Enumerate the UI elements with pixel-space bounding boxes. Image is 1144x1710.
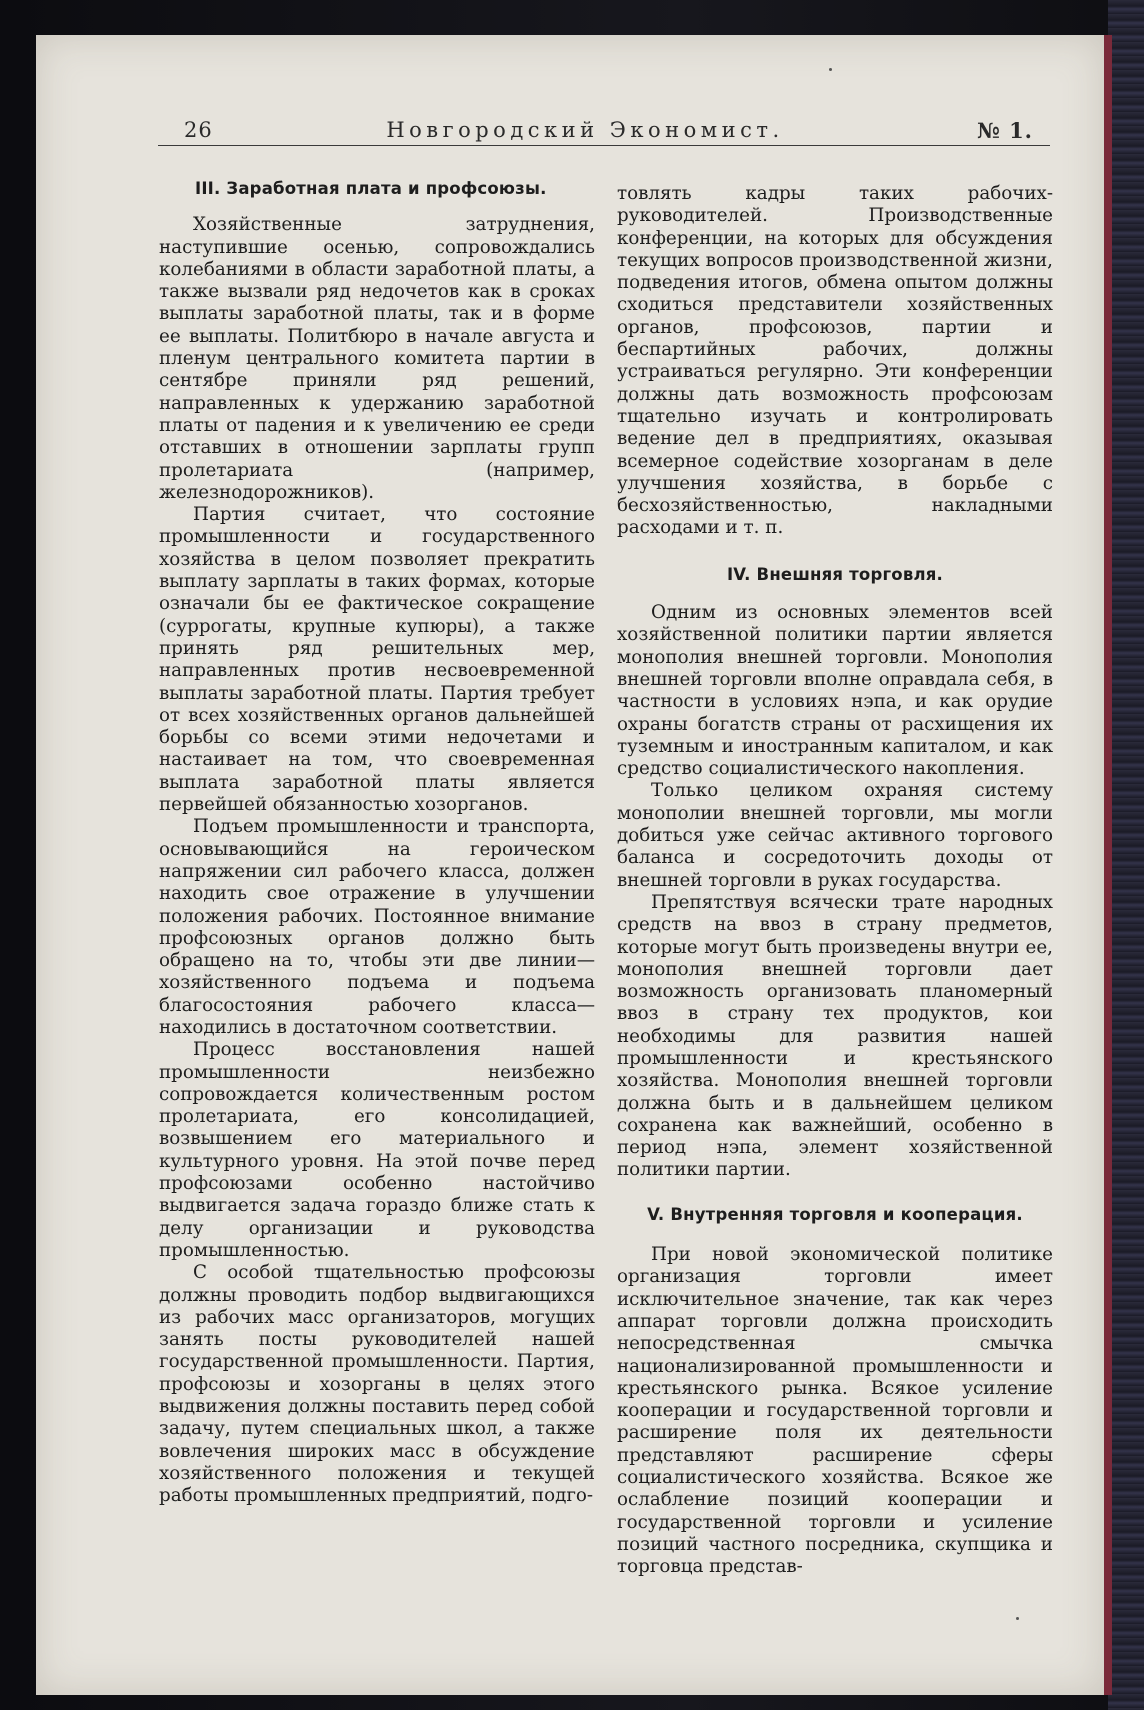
- right-column: [617, 183, 1053, 1579]
- left-column: [159, 178, 595, 1508]
- paper-speck: [1016, 1617, 1019, 1620]
- paper-speck: [829, 68, 832, 71]
- paragraph: При новой экономической политике организация торговли имеет исключительное значение, так как через аппарат торговли должна происходить непосредственная смычка национализированной промышленности и крестьянского рынка. Всякое усиление кооперации и государственной торговли и расширение поля их деятельности представляют расширение сферы социалистического хозяйства. Всякое же ослабление позиций кооперации и государственной торговли и усиление позиций частного посредника, скупщика и торговца представ-: [617, 1244, 1053, 1578]
- binding-edge: [1108, 0, 1144, 1710]
- page-number: 26: [184, 118, 213, 142]
- paragraph: С особой тщательностью профсоюзы должны проводить подбор выдвигающихся из рабочих масс организаторов, могущих занять посты руководителей нашей государственной промышленности. Партия, профсоюзы и хозорганы в целях этого выдвижения должны поставить перед собой задачу, путем специальных школ, а также вовлечения широких масс в обсуждение хозяйственного положения и текущей работы промышленных предприятий, подго-: [159, 1262, 595, 1507]
- paragraph: Хозяйственные затруднения, наступившие осенью, сопровождались колебаниями в области заработной платы, а также вызвали ряд недочетов как в сроках выплаты заработной платы, так и в форме ее выплаты. Политбюро в начале августа и пленум центрального комитета партии в сентябре приняли ряд решений, направленных к удержанию заработной платы от падения и к увеличению ее среди отставших в отношении зарплаты групп пролетариата (например, железнодорожников).: [159, 214, 595, 503]
- journal-title: Новгородский Экономист.: [386, 118, 784, 142]
- paragraph: Процесс восстановления нашей промышленности неизбежно сопровождается количественным ростом пролетариата, его консолидацией, возвышением его материального и культурного уровня. На этой почве перед профсоюзами особенно настойчиво выдвигается задача гораздо ближе стать к делу организации и руководства промышленностью.: [159, 1039, 595, 1261]
- paragraph: Препятствуя всячески трате народных средств на ввоз в страну предметов, которые могут быть произведены внутри ее, монополия внешней торговли дает возможность организовать планомерный ввоз в страну тех продуктов, кои необходимы для развития нашей промышленности и крестьянского хозяйства. Монополия внешней торговли должна быть и в дальнейшем целиком сохранена как важнейший, особенно в период нэпа, элемент хозяйственной политики партии.: [617, 891, 1053, 1181]
- paragraph: Только целиком охраняя систему монополии внешней торговли, мы могли добиться уже сейчас активного торгового баланса и сосредоточить доходы от внешней торговли в руках государства.: [617, 780, 1053, 891]
- paragraph: Партия считает, что состояние промышленности и государственного хозяйства в целом позволяет прекратить выплату зарплаты в таких формах, которые означали бы ее фактическое сокращение (суррогаты, крупные купюры), а также принять ряд решительных мер, направленных против несвоевременной выплаты заработной платы. Партия требует от всех хозяйственных органов дальнейшей борьбы со всеми этими недочетами и настаивает на том, что своевременная выплата заработной платы является первейшей обязанностью хозорганов.: [159, 504, 595, 816]
- header-rule: [158, 145, 1050, 146]
- running-header: [120, 88, 1050, 144]
- issue-number: № 1.: [976, 118, 1033, 143]
- page-spine: [1104, 35, 1112, 1695]
- section-heading-3: III. Заработная плата и профсоюзы.: [195, 179, 547, 198]
- section-heading-5: V. Внутренняя торговля и кооперация.: [647, 1204, 1023, 1224]
- section-heading-4: IV. Внешняя торговля.: [726, 564, 944, 584]
- paragraph: Одним из основных элементов всей хозяйственной политики партии является монополия внешней торговли. Монополия внешней торговли вполне оправдала себя, в частности в условиях нэпа, и как орудие охраны богатств страны от расхищения их туземным и иностранным капиталом, и как средство социалистического накопления.: [617, 602, 1053, 780]
- paragraph-continuation: товлять кадры таких рабочих-руководителей. Производственные конференции, на которых для обсуждения текущих вопросов производственной жизни, подведения итогов, обмена опытом должны сходиться представители хозяйственных органов, профсоюзов, партии и беспартийных рабочих, должны устраиваться регулярно. Эти конференции должны дать возможность профсоюзам тщательно изучать и контролировать ведение дел в предприятиях, оказывая всемерное содействие хозорганам в деле улучшения хозяйства, в борьбе с бесхозяйственностью, накладными расходами и т. п.: [617, 183, 1053, 539]
- paragraph: Подъем промышленности и транспорта, основывающийся на героическом напряжении сил рабочего класса, должен находить свое отражение в улучшении положения рабочих. Постоянное внимание профсоюзных органов должно быть обращено на то, чтобы эти две линии—хозяйственного подъема и подъема благосостояния рабочего класса—находились в достаточном соответствии.: [159, 816, 595, 1038]
